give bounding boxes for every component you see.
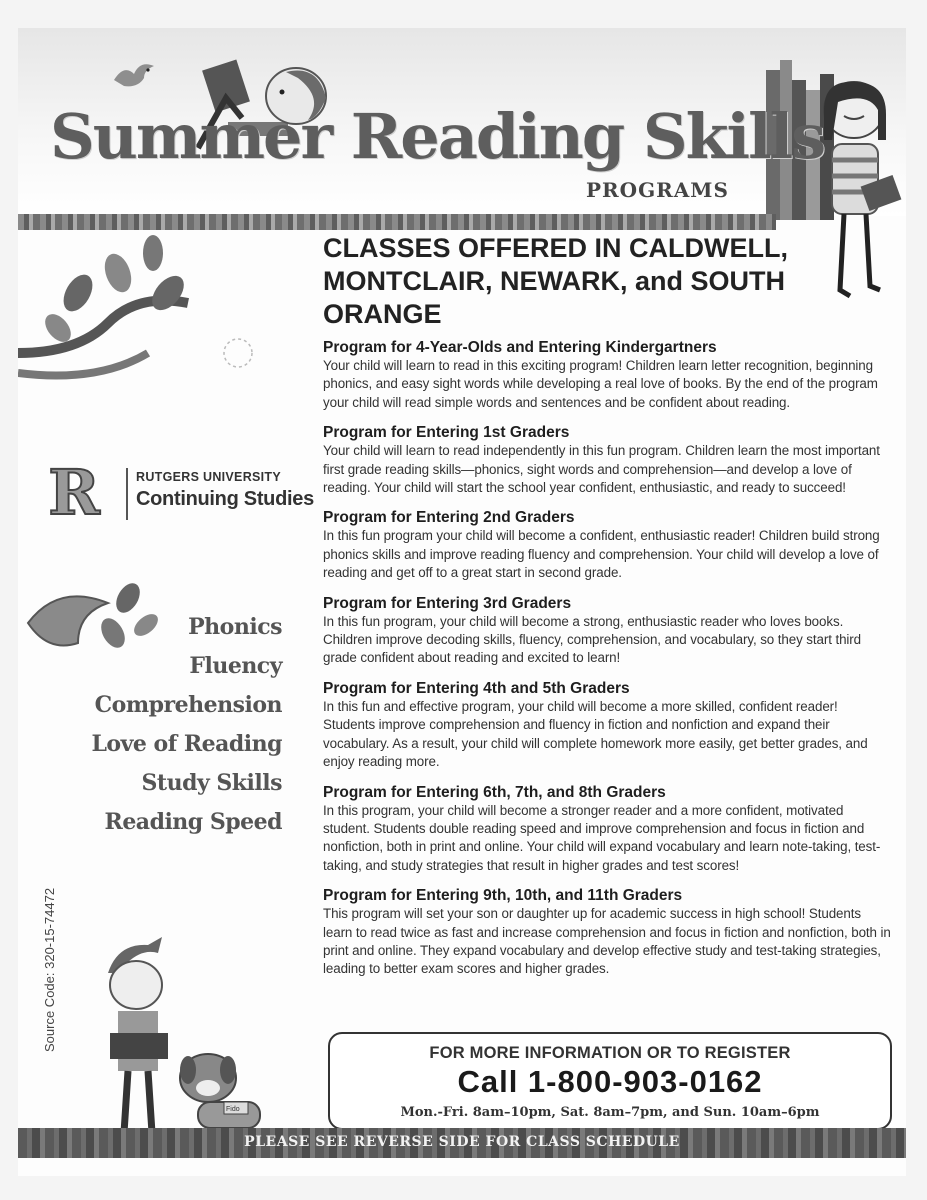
program-item — [323, 679, 893, 772]
program-title: Program for Entering 9th, 10th, and 11th Graders — [323, 887, 683, 905]
skill-item: Fluency — [189, 653, 282, 679]
office-hours: Mon.-Fri. 8am–10pm, Sat. 8am–7pm, and Sun. 10am–6pm — [400, 1105, 820, 1120]
program-title: Program for 4-Year-Olds and Entering Kindergartners — [323, 339, 717, 356]
classes-headline: CLASSES OFFERED IN CALDWELL, MONTCLAIR, NEWARK, and SOUTH ORANGE — [323, 233, 788, 329]
logo-divider — [126, 468, 128, 520]
program-item — [323, 423, 893, 497]
bird-icon — [110, 56, 160, 96]
program-item — [323, 886, 893, 979]
program-title: Program for Entering 6th, 7th, and 8th Graders — [323, 783, 666, 801]
dog-tag: Fido — [226, 1106, 240, 1113]
program-title: Program for Entering 2nd Graders — [323, 509, 575, 527]
info-heading: FOR MORE INFORMATION OR TO REGISTER — [429, 1044, 791, 1062]
university-name: RUTGERS UNIVERSITY — [136, 470, 281, 484]
header-stripe — [18, 214, 776, 230]
contact-box — [328, 1032, 892, 1130]
program-item — [323, 783, 893, 876]
leaf-branch-illustration — [18, 233, 278, 393]
program-description: Your child will learn to read in this exciting program! Children learn letter recognition, beginning phonics, and easy sight words while developing a real love of books. By the end of the program your child will read simple words and sentences and be confident about reading. — [323, 358, 878, 410]
rutgers-logo — [36, 456, 316, 530]
program-description: In this fun program your child will become a confident, enthusiastic reader! Children build strong phonics skills and improve reading fluency and comprehension. Your child will develop a love of reading and get off to a great start in second grade. — [323, 528, 880, 581]
dog-illustration — [168, 1048, 278, 1138]
skill-item: Comprehension — [94, 692, 282, 718]
program-description: In this fun and effective program, your child will become a more skilled, confident reader! Students improve comprehension and fluency in fiction and nonfiction and expand their vocabulary. As a result, your child will complete homework more easily, get better grades, and enjoy reading more. — [323, 698, 868, 770]
page-title: Summer Reading Skills — [50, 100, 825, 173]
skill-item: Reading Speed — [104, 809, 282, 835]
program-title: Program for Entering 4th and 5th Graders — [323, 679, 630, 697]
program-item — [323, 338, 893, 412]
program-item — [323, 594, 893, 668]
program-list — [323, 338, 893, 990]
phone-number[interactable]: Call 1-800-903-0162 — [457, 1064, 763, 1099]
skill-item: Phonics — [188, 614, 282, 640]
page-subtitle: PROGRAMS — [586, 178, 729, 202]
skill-item: Study Skills — [141, 770, 282, 796]
program-item — [323, 508, 893, 582]
source-code: Source Code: 320-15-74472 — [42, 887, 57, 1052]
skills-list — [36, 608, 282, 842]
department-name: Continuing Studies — [136, 488, 314, 510]
footer-note: PLEASE SEE REVERSE SIDE FOR CLASS SCHEDULE — [244, 1134, 680, 1150]
rutgers-r-logo: R — [48, 456, 100, 529]
program-description: In this fun program, your child will become a strong, enthusiastic reader who loves books. Children improve decoding skills, fluency, comprehension, and vocabulary, so they start third grade confident about reading and excited to learn! — [323, 613, 862, 666]
skill-item: Love of Reading — [91, 731, 282, 757]
flyer-page — [18, 28, 906, 1176]
program-description: In this program, your child will become a stronger reader and a more confident, motivated student. Students double reading speed and improve comprehension and focus in fiction and nonfiction, both in print and online. Your child will expand vocabulary and learn note-taking, test-taking, and study strategies that result in higher grades and test scores! — [323, 802, 881, 873]
program-description: This program will set your son or daughter up for academic success in high school! Students learn to read twice as fast and increase comprehension and focus in fiction and nonfiction, both in print and online. They expand vocabulary and develop effective study and test-taking strategies, leading to better exam scores and higher grades. — [323, 906, 891, 977]
program-title: Program for Entering 3rd Graders — [323, 594, 572, 612]
program-title: Program for Entering 1st Graders — [323, 424, 570, 442]
program-description: Your child will learn to read independently in this fun program. Children learn the most important first grade reading skills—phonics, sight words and comprehension—and develop a love of reading. Your child will start the school year confident, enthusiastic, and ready to succeed! — [323, 443, 880, 496]
